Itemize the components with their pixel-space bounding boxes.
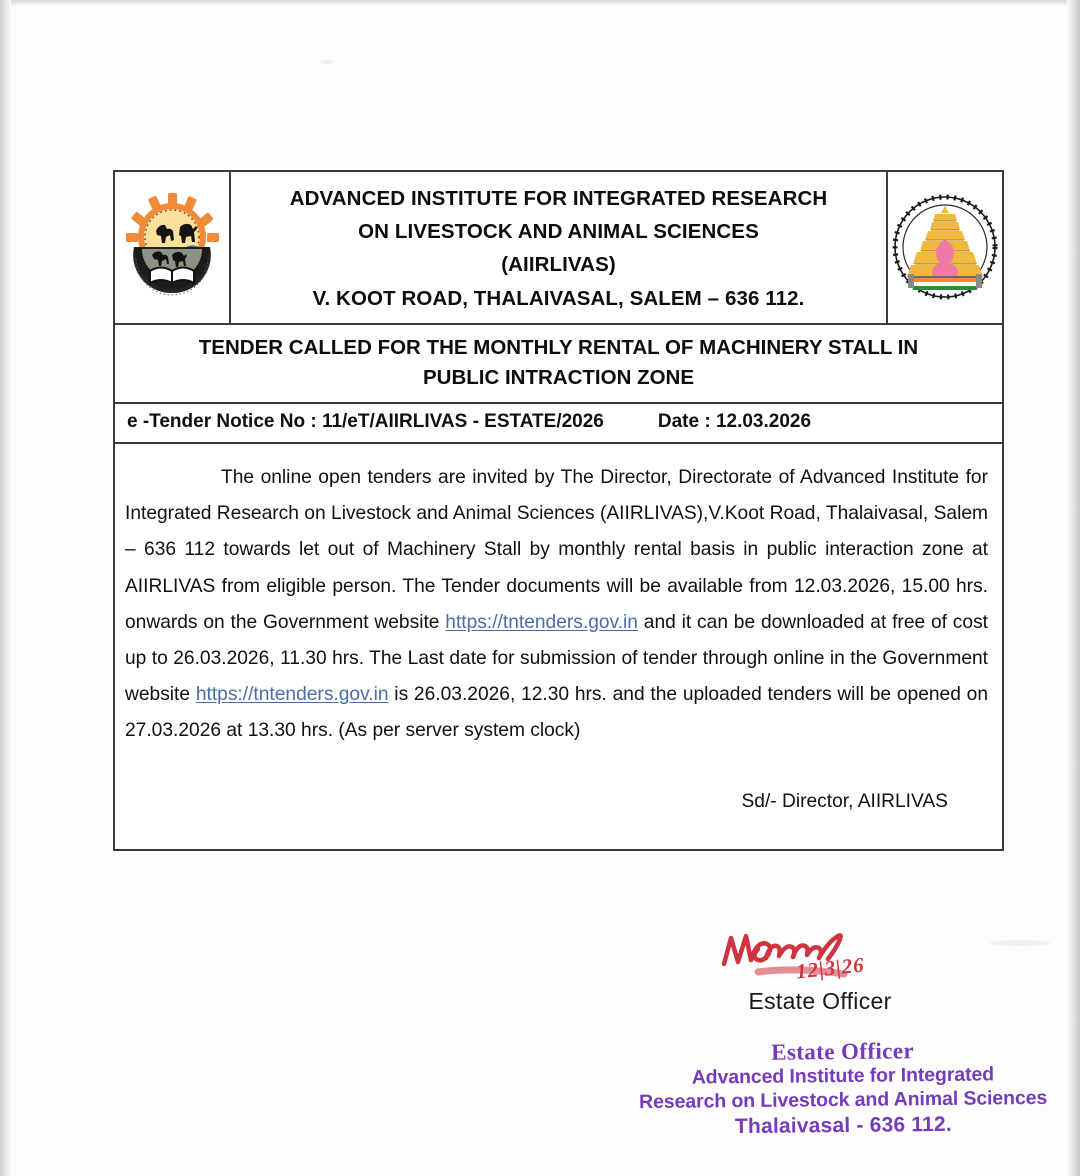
director-signoff: Sd/- Director, AIIRLIVAS <box>741 791 948 812</box>
estate-officer-rubber-stamp <box>627 1036 1058 1141</box>
org-line-2: ON LIVESTOCK AND ANIMAL SCIENCES <box>358 220 759 244</box>
org-line-4: V. KOOT ROAD, THALAIVASAL, SALEM – 636 112. <box>312 286 805 310</box>
tamil-nadu-government-emblem-icon <box>891 188 999 306</box>
notice-number: e -Tender Notice No : 11/eT/AIIRLIVAS - ESTATE/2026 <box>127 411 604 433</box>
org-line-3: (AIIRLIVAS) <box>501 253 616 277</box>
scan-edge-left <box>0 0 11 1176</box>
paragraph-part-3: is 26.03.2026, 12.30 hrs. and the uploaded tenders will be opened on 27.03.2026 at 13.30 hrs. (As per server system clock) <box>125 683 988 741</box>
institute-logo-cell <box>115 172 231 323</box>
scan-edge-right <box>1067 0 1080 1176</box>
scan-edge-top <box>0 0 1080 6</box>
estate-officer-caption: Estate Officer <box>748 988 892 1014</box>
scan-smudge <box>320 60 334 64</box>
stamp-line-3: Research on Livestock and Animal Sciences <box>638 1086 1048 1114</box>
stamp-line-4: Thalaivasal - 636 112. <box>734 1112 952 1138</box>
tntenders-link-2[interactable]: https://tntenders.gov.in <box>195 683 389 705</box>
notice-meta-row <box>115 404 1002 444</box>
stamp-line-2: Advanced Institute for Integrated <box>691 1063 995 1089</box>
notice-body <box>115 444 1002 849</box>
signature-date: 12|3|26 <box>794 952 866 984</box>
government-logo-cell <box>886 172 1002 323</box>
aiirlivas-institute-emblem-icon <box>120 185 224 309</box>
handwritten-signature <box>600 930 1040 992</box>
signature-area <box>600 930 1040 1015</box>
stamp-line-1: Estate Officer <box>771 1038 915 1065</box>
paragraph-part-2: and it can be downloaded at free of cost up to 26.03.2026, 11.30 hrs. The Last date for submission of tender through online in the Government website <box>125 611 988 705</box>
notice-date: Date : 12.03.2026 <box>657 411 812 433</box>
tntenders-link-1[interactable]: https://tntenders.gov.in <box>445 611 638 633</box>
notice-header <box>115 172 1002 325</box>
tender-notice-box <box>113 170 1004 851</box>
subject-line-2: PUBLIC INTRACTION ZONE <box>422 365 695 389</box>
tender-subject-banner <box>115 325 1002 404</box>
paragraph-part-1: The online open tenders are invited by The Director, Directorate of Advanced Institute for Integrated Research on Livestock and Animal Sciences (AIIRLIVAS),V.Koot Road, Thalaivasal, Salem – 636 112 towards let out of Machinery Stall by monthly rental basis in public interaction zone at AIIRLIVAS from eligible person. The Tender documents will be available from 12.03.2026, 15.00 hrs. onwards on the Government website <box>125 467 988 633</box>
subject-line-1: TENDER CALLED FOR THE MONTHLY RENTAL OF MACHINERY STALL IN <box>198 335 919 359</box>
org-line-1: ADVANCED INSTITUTE FOR INTEGRATED RESEARCH <box>289 187 828 210</box>
organisation-title <box>231 172 886 323</box>
tender-paragraph <box>125 460 988 749</box>
